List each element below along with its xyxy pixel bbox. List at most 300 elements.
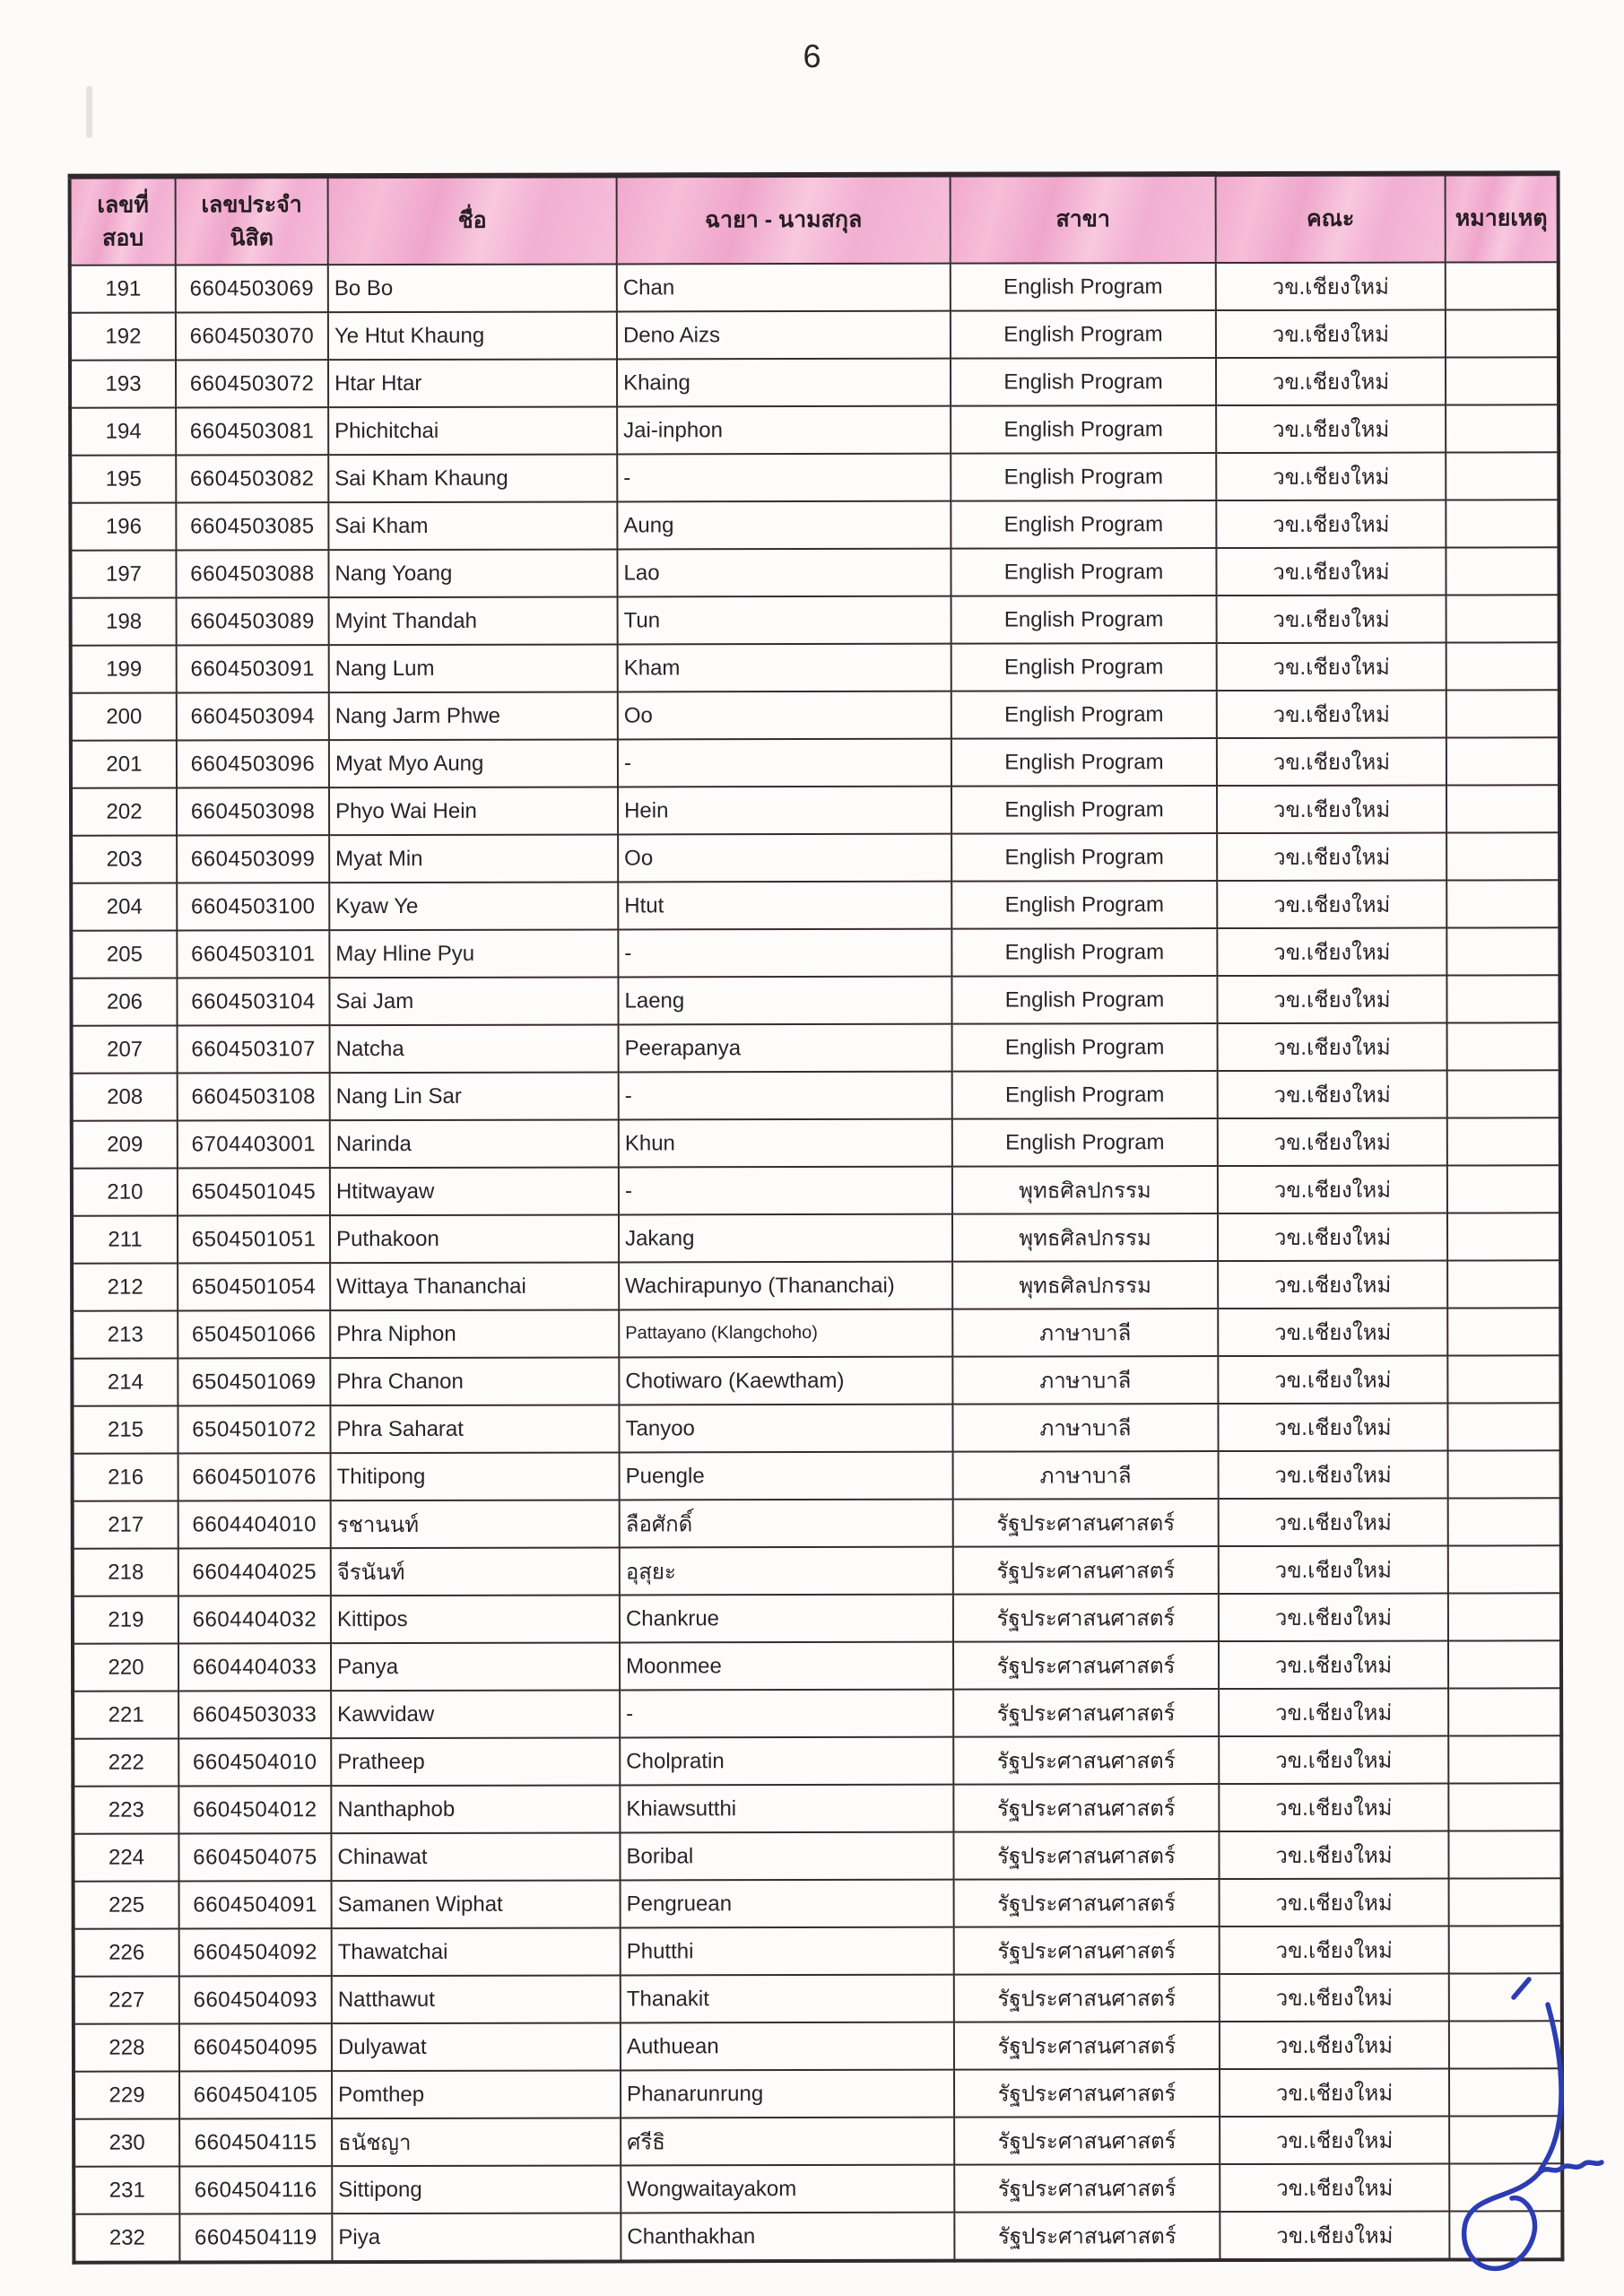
remark-cell <box>1446 404 1559 452</box>
name-cell: Kawvidaw <box>331 1690 620 1738</box>
major-cell: English Program <box>951 453 1216 501</box>
remark-cell <box>1446 975 1559 1022</box>
id-cell: 6604504010 <box>178 1738 331 1786</box>
remark-cell <box>1447 1403 1560 1450</box>
major-cell: รัฐประศาสนศาสตร์ <box>954 2117 1220 2165</box>
table-row <box>73 1735 1561 1786</box>
table-row <box>70 547 1559 597</box>
name-cell: Kittipos <box>331 1595 620 1643</box>
name-cell: Phra Niphon <box>330 1309 619 1358</box>
faculty-cell: วข.เชียงใหม่ <box>1218 1213 1447 1262</box>
header-remark: หมายเหตุ <box>1446 173 1559 262</box>
surname-cell: Kham <box>618 644 951 692</box>
surname-cell: Pengruean <box>621 1880 954 1928</box>
remark-cell <box>1448 1593 1561 1640</box>
name-cell: Narinda <box>330 1119 619 1168</box>
name-cell: Natthawut <box>332 1975 621 2023</box>
no-cell: 214 <box>72 1358 178 1405</box>
major-cell: รัฐประศาสนศาสตร์ <box>953 1831 1219 1880</box>
major-cell: English Program <box>951 500 1216 549</box>
table-row <box>71 785 1559 835</box>
table-row <box>73 1593 1561 1643</box>
major-cell: พุทธศิลปกรรม <box>952 1166 1218 1214</box>
faculty-cell: วข.เชียงใหม่ <box>1219 1736 1448 1785</box>
no-cell: 213 <box>72 1310 178 1358</box>
name-cell: Myint Thandah <box>329 596 618 645</box>
no-cell: 203 <box>71 835 177 883</box>
major-cell: ภาษาบาลี <box>952 1356 1218 1405</box>
name-cell: Sai Kham Khaung <box>328 454 617 502</box>
id-cell: 6604504116 <box>179 2166 332 2213</box>
faculty-cell: วข.เชียงใหม่ <box>1218 1071 1447 1119</box>
name-cell: Wittaya Thananchai <box>330 1262 619 1310</box>
no-cell: 222 <box>73 1738 178 1786</box>
remark-cell <box>1446 262 1559 309</box>
surname-cell: Pattayano (Klangchoho) <box>619 1309 952 1358</box>
table-row <box>71 737 1559 787</box>
major-cell: รัฐประศาสนศาสตร์ <box>953 1499 1219 1547</box>
table-row <box>72 1260 1560 1310</box>
no-cell: 230 <box>74 2118 179 2166</box>
remark-cell <box>1447 1070 1560 1118</box>
table-row <box>73 1783 1561 1833</box>
table-body <box>70 262 1563 2262</box>
no-cell: 218 <box>73 1548 178 1596</box>
id-cell: 6604503081 <box>176 407 328 455</box>
surname-cell: Thanakit <box>621 1975 954 2023</box>
id-cell: 6604503089 <box>177 597 329 645</box>
remark-cell <box>1447 1213 1560 1260</box>
faculty-cell: วข.เชียงใหม่ <box>1216 500 1446 549</box>
major-cell: English Program <box>951 548 1216 596</box>
faculty-cell: วข.เชียงใหม่ <box>1219 1641 1448 1690</box>
major-cell: รัฐประศาสนศาสตร์ <box>954 2069 1220 2118</box>
id-cell: 6604503094 <box>177 692 329 740</box>
surname-cell: Khiawsutthi <box>620 1785 953 1833</box>
table-row <box>72 1355 1560 1405</box>
major-cell: English Program <box>951 310 1216 359</box>
table-row <box>72 1213 1560 1263</box>
faculty-cell: วข.เชียงใหม่ <box>1217 881 1446 929</box>
remark-cell <box>1448 1783 1561 1831</box>
surname-cell: Hein <box>618 787 951 835</box>
faculty-cell: วข.เชียงใหม่ <box>1220 2069 1449 2118</box>
table-row <box>71 832 1559 883</box>
faculty-cell: วข.เชียงใหม่ <box>1220 2022 1449 2070</box>
faculty-cell: วข.เชียงใหม่ <box>1217 691 1446 739</box>
remark-cell <box>1446 595 1559 642</box>
surname-cell: Chan <box>617 264 951 312</box>
name-cell: ธนัชญา <box>332 2118 621 2166</box>
table-row <box>71 880 1559 930</box>
no-cell: 212 <box>72 1263 178 1310</box>
no-cell: 225 <box>74 1881 179 1928</box>
remark-cell <box>1446 452 1559 500</box>
major-cell: ภาษาบาลี <box>952 1309 1218 1357</box>
faculty-cell: วข.เชียงใหม่ <box>1217 738 1446 787</box>
id-cell: 6604503069 <box>176 265 328 312</box>
name-cell: Panya <box>331 1642 620 1691</box>
remark-cell <box>1446 832 1559 880</box>
surname-cell: Tanyoo <box>619 1405 952 1453</box>
header-faculty: คณะ <box>1216 174 1446 264</box>
major-cell: English Program <box>951 786 1217 834</box>
id-cell: 6604504119 <box>179 2213 332 2262</box>
faculty-cell: วข.เชียงใหม่ <box>1219 1594 1448 1642</box>
no-cell: 192 <box>70 312 176 360</box>
surname-cell: Wongwaitayakom <box>621 2165 954 2213</box>
table-row <box>74 2116 1562 2166</box>
remark-cell <box>1446 737 1559 785</box>
faculty-cell: วข.เชียงใหม่ <box>1217 928 1446 977</box>
remark-cell <box>1446 642 1559 690</box>
page-number: 6 <box>803 38 821 74</box>
table-row <box>73 1498 1561 1548</box>
name-cell: Natcha <box>330 1024 619 1073</box>
id-cell: 6604504093 <box>179 1976 332 2023</box>
remark-cell <box>1448 1498 1561 1545</box>
id-cell: 6504501054 <box>178 1263 330 1310</box>
name-cell: Nang Lum <box>329 644 618 692</box>
header-name: ชื่อ <box>328 175 617 265</box>
id-cell: 6604503070 <box>176 312 328 360</box>
major-cell: รัฐประศาสนศาสตร์ <box>953 1784 1219 1832</box>
remark-cell <box>1446 357 1559 404</box>
remark-cell <box>1446 785 1559 832</box>
faculty-cell: วข.เชียงใหม่ <box>1216 405 1446 454</box>
faculty-cell: วข.เชียงใหม่ <box>1219 1451 1448 1500</box>
id-cell: 6604503033 <box>178 1691 331 1738</box>
surname-cell: - <box>620 1690 953 1738</box>
table-row <box>74 2021 1562 2071</box>
surname-cell: - <box>619 1167 952 1215</box>
id-cell: 6604404033 <box>178 1643 331 1691</box>
table-row <box>72 1022 1560 1073</box>
name-cell: Myat Myo Aung <box>329 739 618 787</box>
id-cell: 6604503099 <box>177 835 329 883</box>
table-row <box>70 404 1559 455</box>
major-cell: พุทธศิลปกรรม <box>952 1213 1218 1262</box>
surname-cell: ศรีธิ <box>621 2118 954 2166</box>
table-row <box>73 1688 1561 1738</box>
no-cell: 198 <box>71 597 177 645</box>
name-cell: Myat Min <box>329 834 618 883</box>
no-cell: 223 <box>73 1786 178 1833</box>
id-cell: 6504501072 <box>178 1405 330 1453</box>
faculty-cell: วข.เชียงใหม่ <box>1216 263 1446 311</box>
no-cell: 208 <box>72 1073 178 1120</box>
no-cell: 202 <box>71 787 177 835</box>
table-row <box>73 1640 1561 1691</box>
name-cell: Htar Htar <box>328 359 617 407</box>
table-row <box>70 357 1559 407</box>
id-cell: 6604503101 <box>177 930 329 978</box>
faculty-cell: วข.เชียงใหม่ <box>1218 1261 1447 1309</box>
id-cell: 6604504105 <box>179 2071 332 2118</box>
faculty-cell: วข.เชียงใหม่ <box>1219 1689 1448 1737</box>
major-cell: English Program <box>951 976 1217 1024</box>
faculty-cell: วข.เชียงใหม่ <box>1216 358 1446 406</box>
faculty-cell: วข.เชียงใหม่ <box>1220 1926 1449 1975</box>
id-cell: 6704403001 <box>178 1120 330 1168</box>
no-cell: 205 <box>71 930 177 978</box>
name-cell: Bo Bo <box>328 264 617 312</box>
remark-cell <box>1449 1878 1562 1926</box>
surname-cell: Peerapanya <box>619 1024 952 1073</box>
id-cell: 6604504091 <box>179 1881 332 1928</box>
table-row <box>72 1118 1560 1168</box>
surname-cell: Cholpratin <box>620 1737 953 1786</box>
table-row <box>70 262 1559 312</box>
major-cell: English Program <box>951 881 1217 929</box>
no-cell: 194 <box>70 407 176 455</box>
surname-cell: Authuean <box>621 2022 954 2071</box>
name-cell: Htitwayaw <box>330 1167 619 1215</box>
major-cell: English Program <box>951 358 1216 406</box>
no-cell: 200 <box>71 692 177 740</box>
id-cell: 6604504115 <box>179 2118 332 2166</box>
faculty-cell: วข.เชียงใหม่ <box>1219 1546 1448 1595</box>
no-cell: 211 <box>72 1215 178 1263</box>
remark-cell <box>1448 1688 1561 1735</box>
surname-cell: ลือศักดิ์ <box>620 1500 953 1548</box>
surname-cell: Oo <box>618 834 951 883</box>
no-cell: 191 <box>70 265 176 312</box>
surname-cell: Htut <box>618 882 951 930</box>
faculty-cell: วข.เชียงใหม่ <box>1218 1309 1447 1357</box>
table-row <box>71 690 1559 740</box>
major-cell: English Program <box>951 643 1217 691</box>
major-cell: พุทธศิลปกรรม <box>952 1261 1218 1309</box>
name-cell: Sai Kham <box>328 501 617 550</box>
no-cell: 220 <box>73 1643 178 1691</box>
major-cell: รัฐประศาสนศาสตร์ <box>954 2212 1220 2261</box>
id-cell: 6604503085 <box>176 502 328 550</box>
table-row <box>70 452 1559 502</box>
name-cell: Dulyawat <box>332 2022 621 2071</box>
table-row <box>72 1165 1560 1215</box>
no-cell: 195 <box>70 455 176 502</box>
table-row <box>73 1831 1561 1881</box>
no-cell: 197 <box>70 550 176 597</box>
faculty-cell: วข.เชียงใหม่ <box>1216 453 1446 501</box>
major-cell: รัฐประศาสนศาสตร์ <box>953 1736 1219 1785</box>
id-cell: 6604503107 <box>178 1025 330 1073</box>
faculty-cell: วข.เชียงใหม่ <box>1220 2117 1449 2165</box>
name-cell: Sittipong <box>332 2165 621 2213</box>
major-cell: ภาษาบาลี <box>953 1451 1219 1500</box>
id-cell: 6604404025 <box>178 1548 331 1596</box>
header-major: สาขา <box>951 174 1216 264</box>
major-cell: English Program <box>951 928 1217 977</box>
faculty-cell: วข.เชียงใหม่ <box>1217 643 1446 691</box>
table-row <box>74 2068 1562 2118</box>
id-cell: 6604404010 <box>178 1500 331 1548</box>
faculty-cell: วข.เชียงใหม่ <box>1219 1499 1448 1547</box>
surname-cell: Phutthi <box>621 1927 954 1976</box>
id-cell: 6604503082 <box>176 455 328 502</box>
no-cell: 224 <box>73 1833 178 1881</box>
surname-cell: Aung <box>617 501 951 550</box>
surname-cell: - <box>618 739 951 787</box>
major-cell: รัฐประศาสนศาสตร์ <box>953 1594 1219 1642</box>
no-cell: 196 <box>70 502 176 550</box>
name-cell: Piya <box>332 2213 621 2262</box>
id-cell: 6604504075 <box>178 1833 331 1881</box>
id-cell: 6604503098 <box>177 787 329 835</box>
remark-cell <box>1449 2068 1562 2116</box>
id-cell: 6604404032 <box>178 1596 331 1643</box>
major-cell: รัฐประศาสนศาสตร์ <box>954 1926 1220 1975</box>
table-header-row <box>70 173 1559 265</box>
table-row <box>71 642 1559 692</box>
major-cell: English Program <box>951 691 1217 739</box>
faculty-cell: วข.เชียงใหม่ <box>1220 2212 1449 2261</box>
surname-cell: Wachirapunyo (Thananchai) <box>619 1262 952 1310</box>
name-cell: Thawatchai <box>332 1927 621 1976</box>
surname-cell: Lao <box>617 549 951 597</box>
faculty-cell: วข.เชียงใหม่ <box>1218 1356 1447 1405</box>
faculty-cell: วข.เชียงใหม่ <box>1219 1831 1448 1880</box>
no-cell: 207 <box>72 1025 178 1073</box>
major-cell: รัฐประศาสนศาสตร์ <box>953 1546 1219 1595</box>
name-cell: Samanen Wiphat <box>332 1880 621 1928</box>
major-cell: English Program <box>952 1023 1218 1072</box>
no-cell: 201 <box>71 740 177 787</box>
no-cell: 210 <box>72 1168 178 1215</box>
surname-cell: Chanthakhan <box>621 2213 954 2262</box>
major-cell: English Program <box>952 1071 1218 1119</box>
remark-cell <box>1449 1973 1562 2021</box>
major-cell: รัฐประศาสนศาสตร์ <box>954 1974 1220 2022</box>
id-cell: 6604503100 <box>177 883 329 930</box>
no-cell: 231 <box>74 2166 179 2213</box>
no-cell: 206 <box>71 978 177 1025</box>
name-cell: Kyaw Ye <box>329 882 618 930</box>
name-cell: Phra Saharat <box>330 1405 619 1453</box>
no-cell: 219 <box>73 1596 178 1643</box>
table-row <box>71 927 1559 978</box>
faculty-cell: วข.เชียงใหม่ <box>1219 1784 1448 1832</box>
table-row <box>72 1308 1560 1358</box>
remark-cell <box>1448 1545 1561 1593</box>
no-cell: 193 <box>70 360 176 407</box>
name-cell: Pratheep <box>331 1737 620 1786</box>
remark-cell <box>1449 2163 1562 2211</box>
name-cell: รชานนท์ <box>331 1500 620 1548</box>
id-cell: 6504501045 <box>178 1168 330 1215</box>
id-cell: 6604503096 <box>177 740 329 787</box>
surname-cell: Laeng <box>618 977 951 1025</box>
major-cell: รัฐประศาสนศาสตร์ <box>954 2164 1220 2213</box>
name-cell: Nang Lin Sar <box>330 1072 619 1120</box>
remark-cell <box>1447 1165 1560 1213</box>
table-row <box>74 2163 1562 2213</box>
id-cell: 6604503088 <box>176 550 328 597</box>
surname-cell: Tun <box>618 596 951 645</box>
faculty-cell: วข.เชียงใหม่ <box>1216 548 1446 596</box>
major-cell: English Program <box>951 596 1217 644</box>
major-cell: รัฐประศาสนศาสตร์ <box>953 1641 1219 1690</box>
major-cell: รัฐประศาสนศาสตร์ <box>954 1879 1220 1927</box>
table-row <box>72 1403 1560 1453</box>
id-cell: 6604504092 <box>179 1928 332 1976</box>
id-cell: 6504501066 <box>178 1310 330 1358</box>
surname-cell: Puengle <box>620 1452 953 1500</box>
major-cell: English Program <box>951 833 1217 882</box>
faculty-cell: วข.เชียงใหม่ <box>1217 976 1446 1024</box>
name-cell: Pomthep <box>332 2070 621 2118</box>
remark-cell <box>1447 1118 1560 1165</box>
id-cell: 6504501069 <box>178 1358 330 1405</box>
id-cell: 6504501051 <box>178 1215 330 1263</box>
header-student-id: เลขประจำ นิสิต <box>176 176 328 265</box>
table-row <box>71 975 1559 1025</box>
surname-cell: Phanarunrung <box>621 2070 954 2118</box>
surname-cell: Deno Aizs <box>617 311 951 360</box>
name-cell: Chinawat <box>331 1832 620 1881</box>
faculty-cell: วข.เชียงใหม่ <box>1220 1974 1449 2022</box>
remark-cell <box>1447 1308 1560 1355</box>
major-cell: ภาษาบาลี <box>952 1404 1218 1452</box>
remark-cell <box>1448 1450 1561 1498</box>
no-cell: 209 <box>72 1120 178 1168</box>
id-cell: 6604504012 <box>178 1786 331 1833</box>
header-surname: ฉายา - นามสกุล <box>617 175 951 265</box>
table-row <box>74 2211 1562 2262</box>
major-cell: English Program <box>952 1118 1218 1167</box>
remark-cell <box>1446 690 1559 737</box>
no-cell: 228 <box>74 2023 179 2071</box>
remark-cell <box>1446 309 1559 357</box>
id-cell: 6604504095 <box>179 2023 332 2071</box>
name-cell: Nanthaphob <box>331 1785 620 1833</box>
remark-cell <box>1446 927 1559 975</box>
table-row <box>74 1973 1562 2023</box>
student-roster-table <box>68 170 1565 2264</box>
major-cell: English Program <box>951 405 1216 454</box>
remark-cell <box>1447 1022 1560 1070</box>
remark-cell <box>1446 547 1559 595</box>
no-cell: 199 <box>71 645 177 692</box>
faculty-cell: วข.เชียงใหม่ <box>1216 310 1446 359</box>
surname-cell: Khun <box>619 1119 952 1168</box>
major-cell: English Program <box>951 738 1217 787</box>
faculty-cell: วข.เชียงใหม่ <box>1218 1023 1447 1072</box>
name-cell: Phra Chanon <box>330 1357 619 1405</box>
remark-cell <box>1446 880 1559 927</box>
major-cell: รัฐประศาสนศาสตร์ <box>954 2022 1220 2070</box>
surname-cell: Jai-inphon <box>617 406 951 455</box>
faculty-cell: วข.เชียงใหม่ <box>1218 1166 1447 1214</box>
faculty-cell: วข.เชียงใหม่ <box>1217 596 1446 644</box>
remark-cell <box>1447 1260 1560 1308</box>
name-cell: Nang Jarm Phwe <box>329 691 618 740</box>
surname-cell: อุสุยะ <box>620 1547 953 1596</box>
surname-cell: - <box>617 454 951 502</box>
remark-cell <box>1449 2021 1562 2068</box>
remark-cell <box>1446 500 1559 547</box>
remark-cell <box>1447 1355 1560 1403</box>
name-cell: จีรนันท์ <box>331 1547 620 1596</box>
id-cell: 6604503108 <box>178 1073 330 1120</box>
faculty-cell: วข.เชียงใหม่ <box>1217 833 1446 882</box>
remark-cell <box>1449 2116 1562 2163</box>
name-cell: Phichitchai <box>328 406 617 455</box>
table-row <box>74 1926 1562 1976</box>
no-cell: 227 <box>74 1976 179 2023</box>
faculty-cell: วข.เชียงใหม่ <box>1218 1404 1447 1452</box>
